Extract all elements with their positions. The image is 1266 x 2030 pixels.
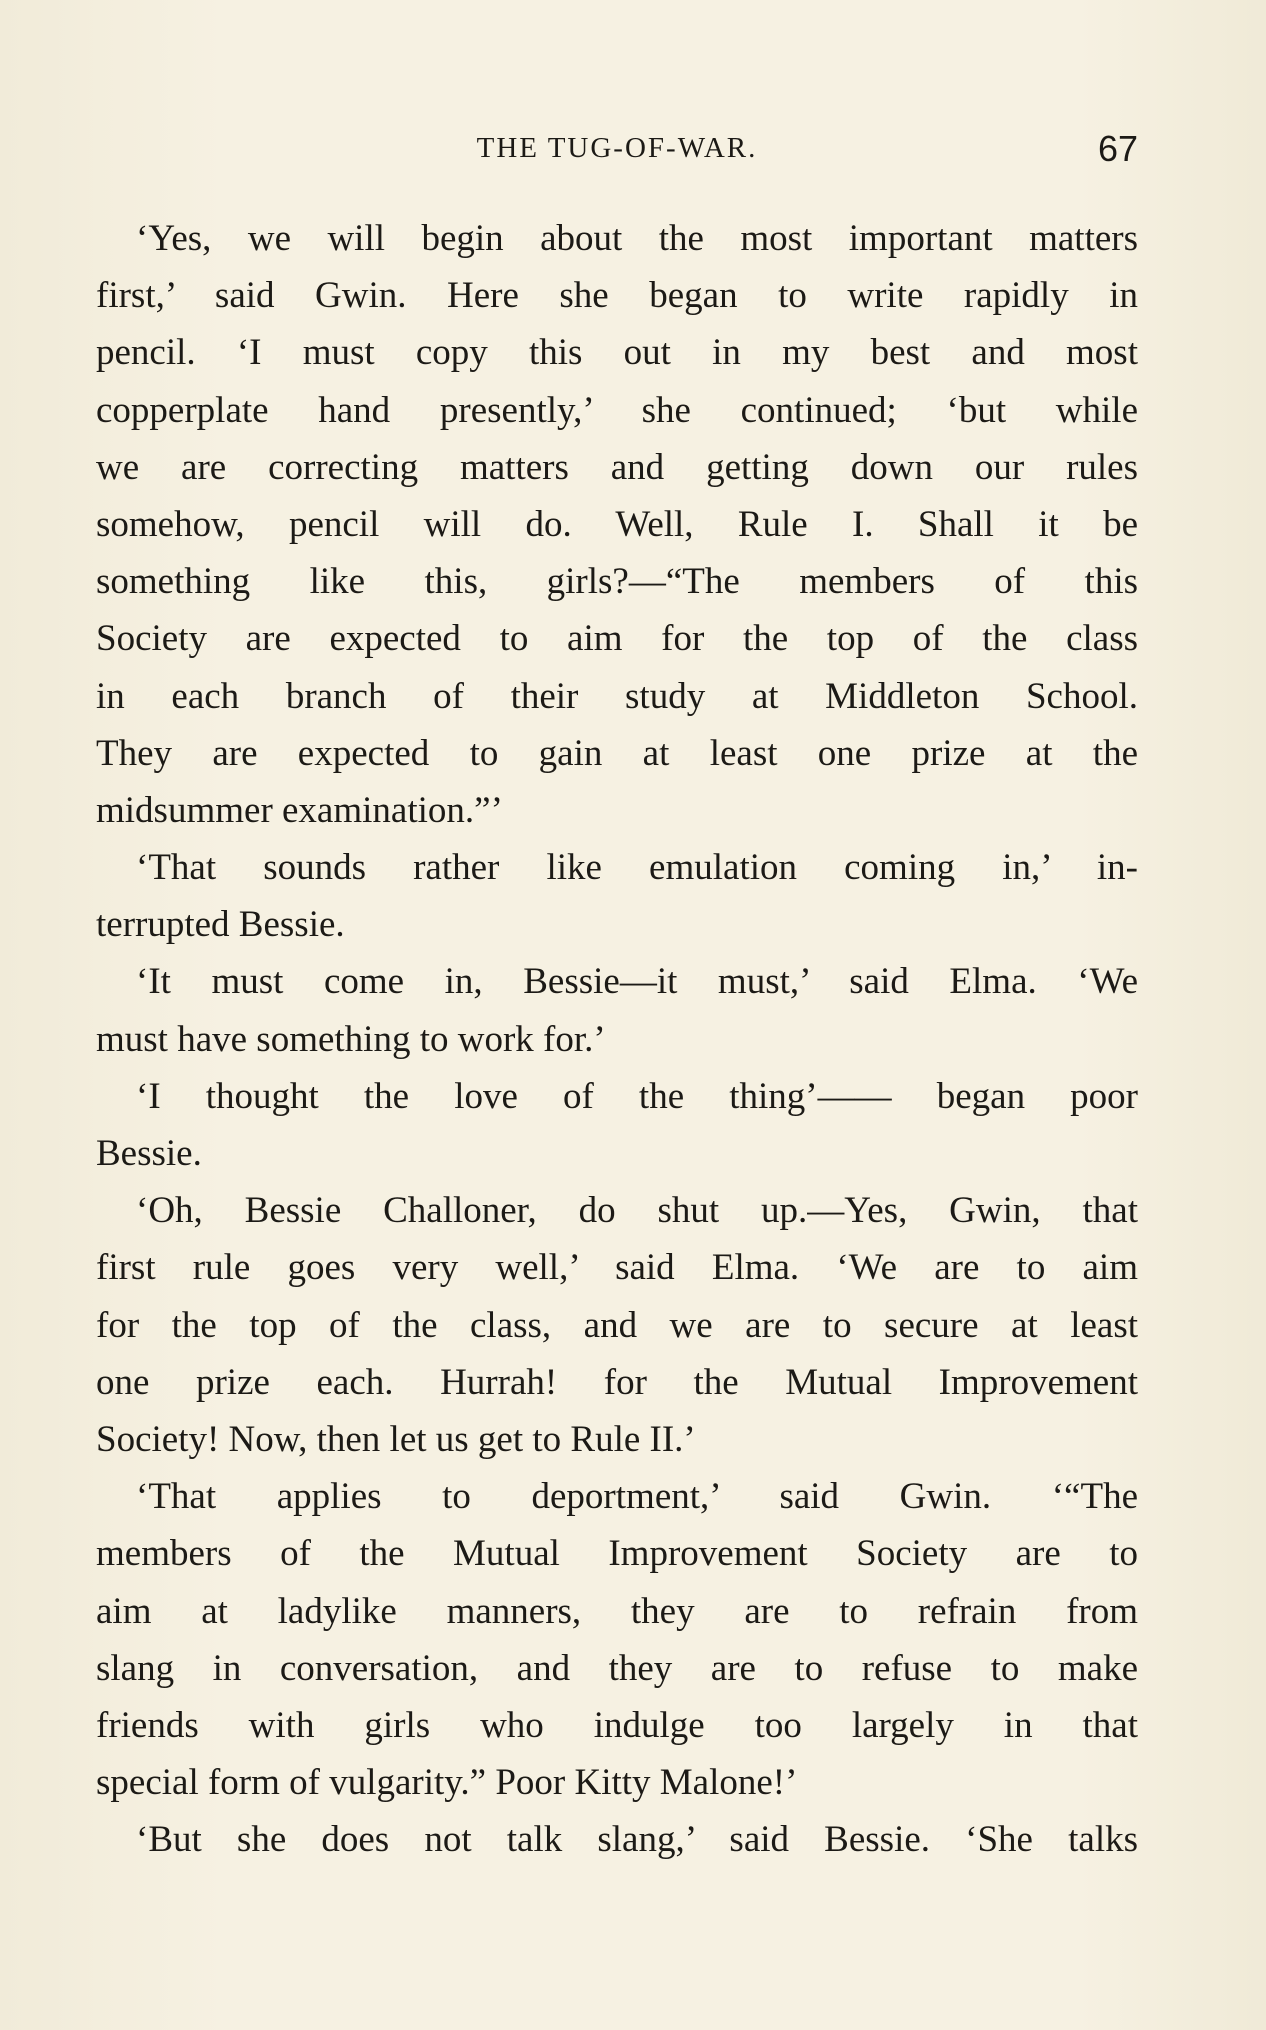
body-text [96,210,1138,1868]
text-line: ‘I thought the love of the thing’—— began poor [136,1075,1138,1117]
text-line: copperplate hand presently,’ she continued; ‘but while [96,389,1138,431]
text-line: ‘But she does not talk slang,’ said Bessie. ‘She talks [136,1819,1138,1861]
text-line: in each branch of their study at Middleton School. [96,675,1138,717]
text-line: one prize each. Hurrah! for the Mutual Improvement [96,1361,1138,1403]
text-line: aim at ladylike manners, they are to refrain from [96,1590,1138,1632]
text-line: somehow, pencil will do. Well, Rule I. Shall it be [96,503,1138,545]
text-line: first rule goes very well,’ said Elma. ‘We are to aim [96,1247,1138,1289]
text-line: They are expected to gain at least one prize at the [96,732,1138,774]
text-line: members of the Mutual Improvement Society are to [96,1533,1138,1575]
text-line: Bessie. [96,1133,202,1174]
text-line: ‘That sounds rather like emulation coming in,’ in- [136,847,1138,889]
text-line: special form of vulgarity.” Poor Kitty Malone!’ [96,1762,798,1804]
text-line: ‘That applies to deportment,’ said Gwin. ‘“The [136,1476,1138,1518]
text-line: ‘Oh, Bessie Challoner, do shut up.—Yes, Gwin, that [136,1190,1138,1232]
text-line: terrupted Bessie. [96,904,345,946]
page-number: 67 [1097,128,1138,169]
text-line: for the top of the class, and we are to secure at least [96,1304,1138,1346]
running-head [96,128,1138,172]
text-line: pencil. ‘I must copy this out in my best and most [96,332,1138,374]
text-line: something like this, girls?—“The members of this [96,561,1138,603]
text-line: slang in conversation, and they are to refuse to make [96,1647,1138,1689]
text-line: midsummer examination.”’ [96,789,503,831]
text-line: Society! Now, then let us get to Rule II.’ [96,1418,696,1460]
text-line: friends with girls who indulge too largely in that [96,1704,1138,1746]
chapter-title: THE TUG-OF-WAR. [476,132,758,164]
text-line: first,’ said Gwin. Here she began to write rapidly in [96,275,1138,317]
text-line: ‘Yes, we will begin about the most important matters [136,218,1138,259]
text-line: we are correcting matters and getting down our rules [96,446,1138,488]
text-line: must have something to work for.’ [96,1018,606,1060]
text-line: Society are expected to aim for the top of the class [96,618,1138,660]
text-line: ‘It must come in, Bessie—it must,’ said Elma. ‘We [136,961,1138,1003]
